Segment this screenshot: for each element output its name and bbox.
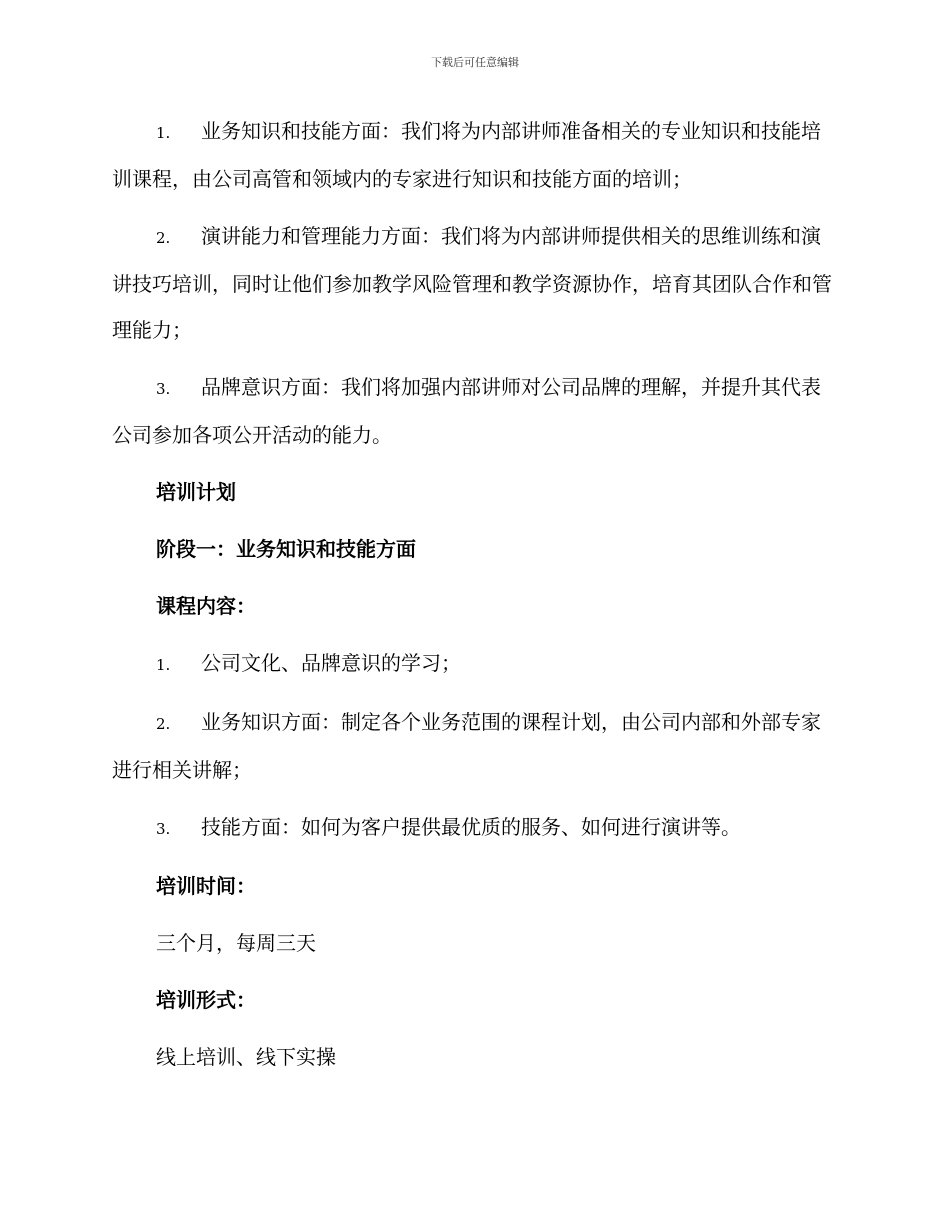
training-form-value: 线上培训、线下实操: [156, 1045, 336, 1069]
intro-list-item-2: [112, 213, 834, 353]
training-form-heading: 培训形式：: [156, 988, 256, 1012]
intro-list-item-1: [112, 108, 834, 202]
list-text: 技能方面：如何为客户提供最优质的服务、如何进行演讲等。: [201, 815, 741, 839]
training-time-heading: 培训时间：: [156, 874, 256, 898]
list-number: 1.: [156, 656, 171, 674]
list-text: 演讲能力和管理能力方面：我们将为内部讲师提供相关的思维训练和演讲技巧培训，同时让他们参加教学风险管理和教学资源协作，培育其团队合作和管理能力；: [112, 224, 832, 342]
list-number: 1.: [156, 124, 171, 142]
course-list-item-1: [112, 640, 834, 688]
list-number: 2.: [156, 229, 171, 247]
list-number: 3.: [156, 380, 171, 398]
document-body: [112, 108, 834, 1091]
list-text: 业务知识方面：制定各个业务范围的课程计划，由公司内部和外部专家进行相关讲解；: [112, 710, 821, 782]
list-number: 3.: [156, 820, 171, 838]
course-content-heading: 课程内容：: [156, 594, 256, 618]
course-list-item-2: [112, 699, 834, 793]
stage-one-heading: 阶段一：业务知识和技能方面: [156, 537, 416, 561]
list-text: 品牌意识方面：我们将加强内部讲师对公司品牌的理解，并提升其代表公司参加各项公开活动的能力。: [112, 375, 821, 447]
list-text: 业务知识和技能方面：我们将为内部讲师准备相关的专业知识和技能培训课程，由公司高管和领域内的专家进行知识和技能方面的培训；: [112, 119, 821, 191]
intro-list-item-3: [112, 364, 834, 458]
header-note: 下载后可任意编辑: [431, 56, 519, 69]
list-number: 2.: [156, 715, 171, 733]
list-text: 公司文化、品牌意识的学习；: [201, 651, 461, 675]
course-list-item-3: [112, 804, 834, 852]
training-plan-heading: 培训计划: [156, 480, 236, 504]
training-time-value: 三个月，每周三天: [156, 931, 316, 955]
